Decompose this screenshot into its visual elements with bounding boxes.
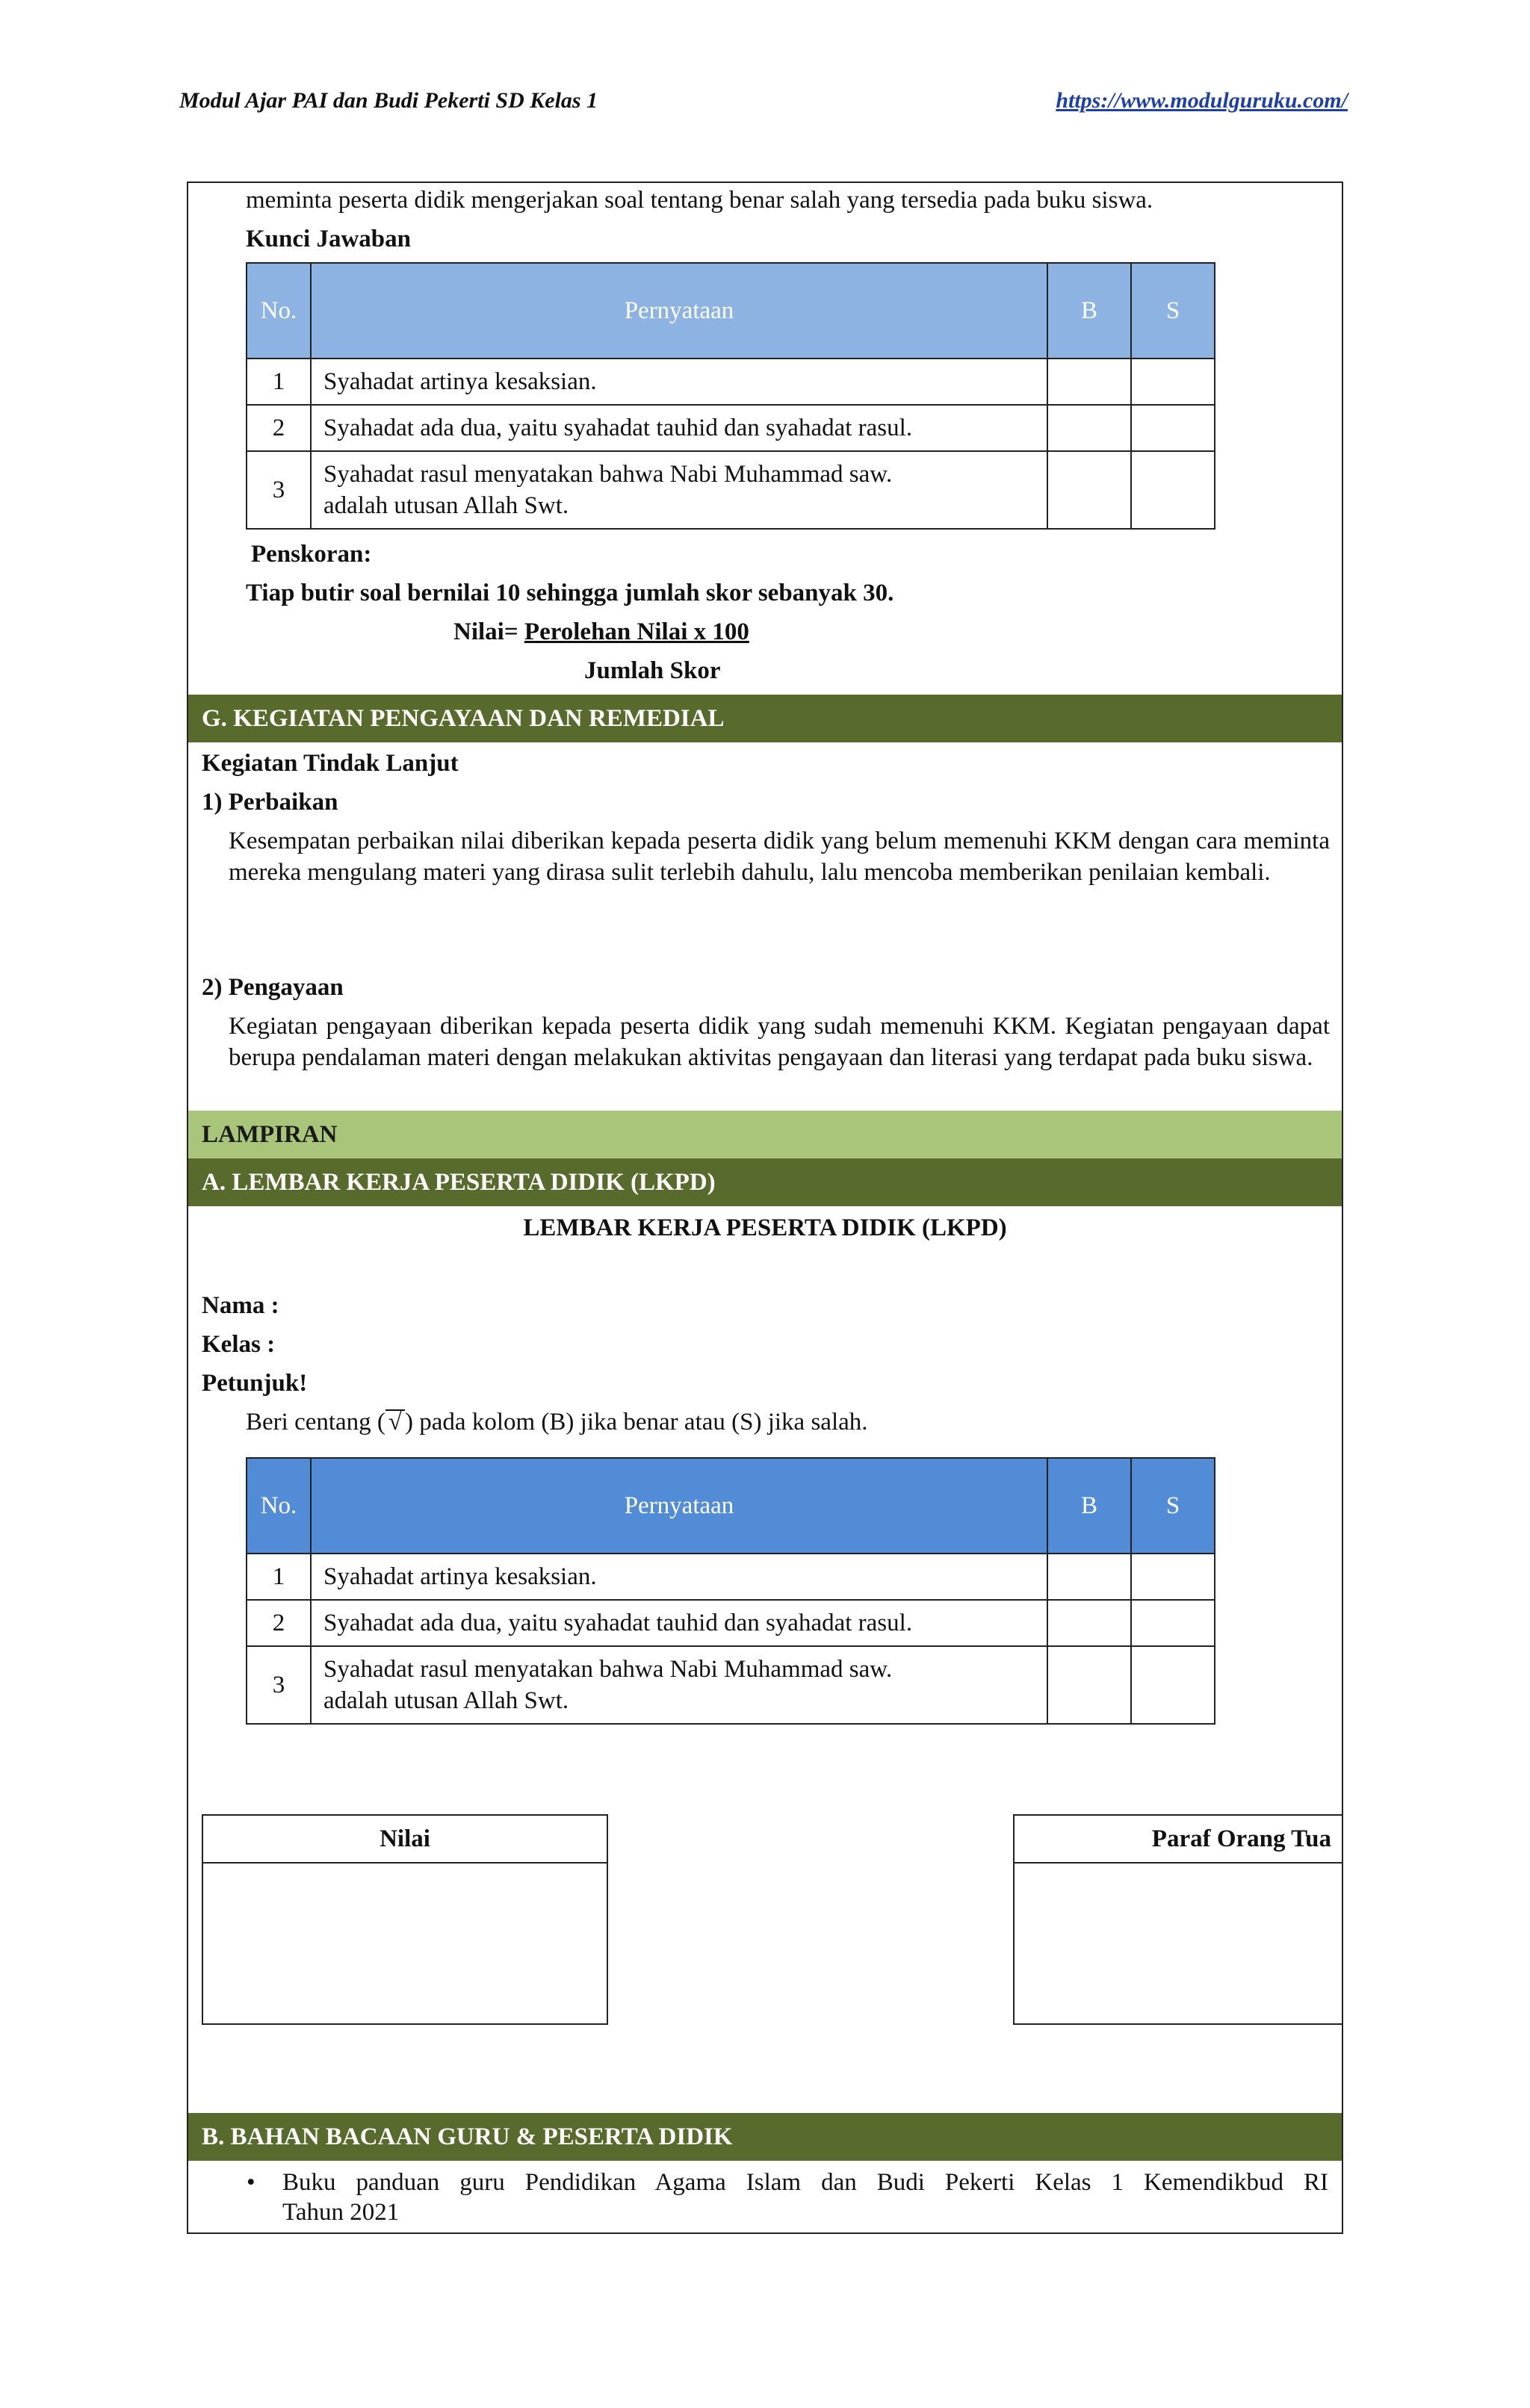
answer-key-table	[246, 262, 1215, 530]
row-number: 3	[247, 451, 311, 529]
row-b-cell	[1047, 359, 1131, 405]
row-s-checkbox[interactable]	[1131, 1646, 1215, 1724]
nilai-formula	[453, 616, 749, 648]
table-row	[247, 359, 1215, 405]
document-header-title: Modul Ajar PAI dan Budi Pekerti SD Kelas 1	[179, 88, 598, 113]
pengayaan-title: 2) Pengayaan	[202, 974, 344, 1001]
instruction-before: Beri centang (	[246, 1409, 385, 1436]
row-statement-line: Syahadat rasul menyatakan bahwa Nabi Muhammad saw.	[323, 1656, 893, 1683]
table-header-row	[247, 263, 1215, 359]
lkpd-table	[246, 1457, 1215, 1725]
table-row	[247, 451, 1215, 529]
tindak-lanjut-label: Kegiatan Tindak Lanjut	[202, 750, 459, 777]
row-number: 2	[247, 405, 311, 451]
pengayaan-text: Kegiatan pengayaan diberikan kepada peserta didik yang sudah memenuhi KKM. Kegiatan pengayaan dapat berupa pendalaman materi dengan melakukan aktivitas pengayaan dan literasi yang terdapat pada buku siswa.	[229, 1013, 1330, 1071]
header-no: No.	[247, 263, 311, 359]
nilai-input-area[interactable]	[203, 1864, 607, 2025]
table-header-row	[247, 1458, 1215, 1554]
section-a-heading: A. LEMBAR KERJA PESERTA DIDIK (LKPD)	[188, 1158, 1342, 1206]
row-s-cell	[1131, 405, 1215, 451]
row-statement-line: Syahadat rasul menyatakan bahwa Nabi Muhammad saw.	[323, 461, 893, 488]
kelas-label: Kelas :	[202, 1331, 276, 1358]
row-statement-line: adalah utusan Allah Swt.	[323, 1687, 569, 1714]
reading-item-line1: Buku panduan guru Pendidikan Agama Islam dan Budi Pekerti Kelas 1 Kemendikbud RI	[282, 2169, 1328, 2196]
nilai-box-label: Nilai	[203, 1816, 607, 1864]
paraf-signature-area[interactable]	[1015, 1864, 1342, 2025]
table-row	[247, 405, 1215, 451]
section-g-heading: G. KEGIATAN PENGAYAAN DAN REMEDIAL	[188, 695, 1342, 742]
paraf-box	[1013, 1814, 1342, 2025]
perbaikan-title: 1) Perbaikan	[202, 789, 338, 816]
header-s: S	[1131, 263, 1215, 359]
table-row	[247, 1554, 1215, 1600]
checkmark-icon: √	[385, 1409, 405, 1433]
header-b: B	[1047, 1458, 1131, 1554]
content-frame	[187, 181, 1343, 2234]
lampiran-heading: LAMPIRAN	[188, 1111, 1342, 1158]
table-row	[247, 1646, 1215, 1724]
instruction-after: ) pada kolom (B) jika benar atau (S) jika salah.	[405, 1409, 868, 1436]
section-b-heading: B. BAHAN BACAAN GURU & PESERTA DIDIK	[188, 2113, 1342, 2161]
nilai-prefix: Nilai=	[453, 618, 524, 645]
row-statement: Syahadat ada dua, yaitu syahadat tauhid dan syahadat rasul.	[311, 405, 1047, 451]
row-s-checkbox[interactable]	[1131, 1554, 1215, 1600]
row-number: 1	[247, 1554, 311, 1600]
scoring-rule: Tiap butir soal bernilai 10 sehingga jumlah skor sebanyak 30.	[246, 580, 894, 606]
row-statement: Syahadat artinya kesaksian.	[311, 1554, 1047, 1600]
nilai-denominator: Jumlah Skor	[584, 657, 721, 684]
row-statement: Syahadat artinya kesaksian.	[311, 359, 1047, 405]
bullet-icon: •	[247, 2169, 255, 2196]
row-statement: Syahadat ada dua, yaitu syahadat tauhid dan syahadat rasul.	[311, 1600, 1047, 1646]
header-s: S	[1131, 1458, 1215, 1554]
row-s-cell	[1131, 359, 1215, 405]
row-b-checkbox[interactable]	[1047, 1600, 1131, 1646]
perbaikan-text: Kesempatan perbaikan nilai diberikan kepada peserta didik yang belum memenuhi KKM dengan cara meminta mereka mengulang materi yang dirasa sulit terlebih dahulu, lalu mencoba memberikan penilaian kembali.	[229, 828, 1330, 886]
row-b-cell	[1047, 451, 1131, 529]
row-b-cell	[1047, 405, 1131, 451]
header-pernyataan: Pernyataan	[311, 1458, 1047, 1554]
nilai-box	[202, 1814, 608, 2025]
document-header-link[interactable]: https://www.modulguruku.com/	[1056, 88, 1348, 113]
petunjuk-label: Petunjuk!	[202, 1370, 308, 1397]
row-s-cell	[1131, 451, 1215, 529]
row-b-checkbox[interactable]	[1047, 1554, 1131, 1600]
row-statement-line: adalah utusan Allah Swt.	[323, 492, 569, 519]
nilai-numerator: Perolehan Nilai x 100	[524, 618, 749, 645]
row-number: 3	[247, 1646, 311, 1724]
row-number: 1	[247, 359, 311, 405]
row-statement	[311, 1646, 1047, 1724]
row-number: 2	[247, 1600, 311, 1646]
instruction-line	[246, 1406, 868, 1438]
lkpd-title: LEMBAR KERJA PESERTA DIDIK (LKPD)	[523, 1214, 1007, 1241]
header-pernyataan: Pernyataan	[311, 263, 1047, 359]
intro-line: meminta peserta didik mengerjakan soal tentang benar salah yang tersedia pada buku siswa.	[246, 187, 1153, 214]
header-b: B	[1047, 263, 1131, 359]
paraf-box-label: Paraf Orang Tua	[1015, 1816, 1342, 1864]
reading-item-line2: Tahun 2021	[282, 2199, 400, 2226]
row-s-checkbox[interactable]	[1131, 1600, 1215, 1646]
penskoran-label: Penskoran:	[251, 541, 372, 568]
table-row	[247, 1600, 1215, 1646]
header-no: No.	[247, 1458, 311, 1554]
nama-label: Nama :	[202, 1292, 279, 1319]
row-b-checkbox[interactable]	[1047, 1646, 1131, 1724]
row-statement	[311, 451, 1047, 529]
kunci-jawaban-label: Kunci Jawaban	[246, 226, 411, 252]
